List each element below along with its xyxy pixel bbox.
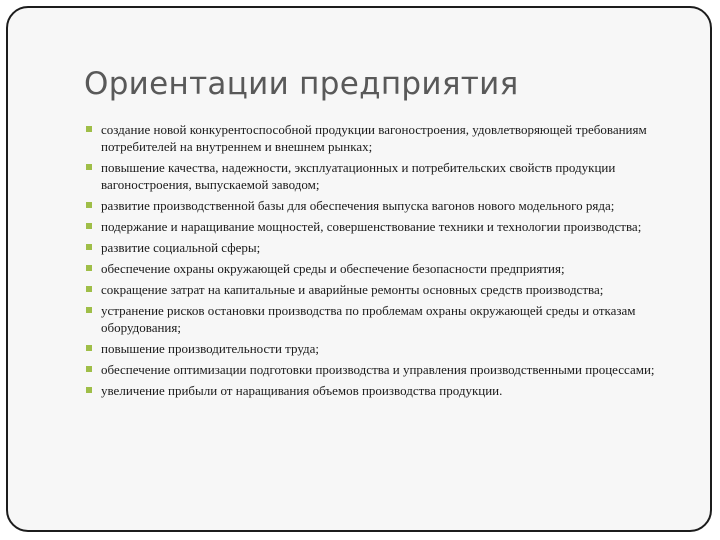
bullet-text: обеспечение оптимизации подготовки производства и управления производственными процессами; [101, 362, 655, 377]
bullet-item [86, 382, 686, 399]
square-bullet-icon [86, 345, 92, 351]
bullet-item [86, 159, 686, 193]
bullet-text: повышение качества, надежности, эксплуатационных и потребительских свойств продукции вагоностроения, выпускаемой заводом; [101, 160, 616, 192]
bullet-text: сокращение затрат на капитальные и аварийные ремонты основных средств производства; [101, 282, 604, 297]
bullet-text: повышение производительности труда; [101, 341, 319, 356]
square-bullet-icon [86, 387, 92, 393]
slide-frame [6, 6, 712, 532]
slide-title: Ориентации предприятия [84, 66, 519, 102]
square-bullet-icon [86, 265, 92, 271]
bullet-item [86, 239, 686, 256]
bullet-text: устранение рисков остановки производства по проблемам охраны окружающей среды и отказам оборудования; [101, 303, 636, 335]
bullet-item [86, 281, 686, 298]
bullet-text: увеличение прибыли от наращивания объемов производства продукции. [101, 383, 503, 398]
square-bullet-icon [86, 126, 92, 132]
bullet-item [86, 197, 686, 214]
bullet-text: развитие социальной сферы; [101, 240, 261, 255]
square-bullet-icon [86, 244, 92, 250]
square-bullet-icon [86, 164, 92, 170]
bullet-list [86, 121, 686, 403]
square-bullet-icon [86, 286, 92, 292]
bullet-item [86, 121, 686, 155]
bullet-text: подержание и наращивание мощностей, совершенствование техники и технологии производства; [101, 219, 642, 234]
bullet-text: развитие производственной базы для обеспечения выпуска вагонов нового модельного ряда; [101, 198, 615, 213]
bullet-text: создание новой конкурентоспособной продукции вагоностроения, удовлетворяющей требованиям потребителей на внутреннем и внешнем рынках; [101, 122, 647, 154]
bullet-item [86, 340, 686, 357]
bullet-item [86, 361, 686, 378]
bullet-item [86, 302, 686, 336]
bullet-item [86, 218, 686, 235]
square-bullet-icon [86, 202, 92, 208]
square-bullet-icon [86, 366, 92, 372]
square-bullet-icon [86, 223, 92, 229]
bullet-text: обеспечение охраны окружающей среды и обеспечение безопасности предприятия; [101, 261, 565, 276]
square-bullet-icon [86, 307, 92, 313]
bullet-item [86, 260, 686, 277]
